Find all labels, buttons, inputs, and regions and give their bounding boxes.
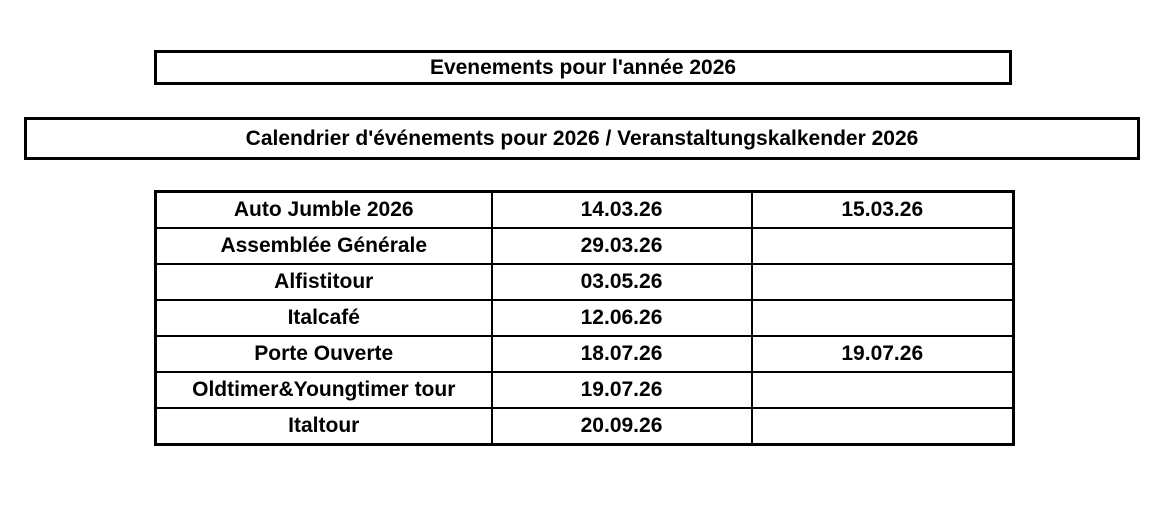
event-name: Assemblée Générale: [156, 228, 492, 264]
event-end-date: [752, 372, 1014, 408]
table-row: [156, 228, 1014, 264]
calendar-title-text: Calendrier d'événements pour 2026 / Veranstaltungskalkender 2026: [245, 126, 919, 150]
event-name: Auto Jumble 2026: [156, 192, 492, 229]
event-end-date: [752, 300, 1014, 336]
event-end-date: 15.03.26: [752, 192, 1014, 229]
table-row: [156, 372, 1014, 408]
year-title-text: Evenements pour l'année 2026: [429, 55, 737, 79]
event-start-date: 18.07.26: [492, 336, 752, 372]
event-end-date: 19.07.26: [752, 336, 1014, 372]
table-row: [156, 408, 1014, 445]
event-start-date: 12.06.26: [492, 300, 752, 336]
table-row: [156, 264, 1014, 300]
event-end-date: [752, 408, 1014, 445]
event-name: Alfistitour: [156, 264, 492, 300]
event-start-date: 20.09.26: [492, 408, 752, 445]
event-name: Italtour: [156, 408, 492, 445]
event-start-date: 19.07.26: [492, 372, 752, 408]
table-row: [156, 192, 1014, 229]
event-start-date: 29.03.26: [492, 228, 752, 264]
event-name: Oldtimer&Youngtimer tour: [156, 372, 492, 408]
event-start-date: 03.05.26: [492, 264, 752, 300]
calendar-title: [24, 117, 1140, 160]
event-end-date: [752, 264, 1014, 300]
table-row: [156, 336, 1014, 372]
year-title: [154, 50, 1012, 85]
event-start-date: 14.03.26: [492, 192, 752, 229]
event-name: Porte Ouverte: [156, 336, 492, 372]
table-row: [156, 300, 1014, 336]
event-end-date: [752, 228, 1014, 264]
event-name: Italcafé: [156, 300, 492, 336]
events-table: [154, 190, 1015, 446]
